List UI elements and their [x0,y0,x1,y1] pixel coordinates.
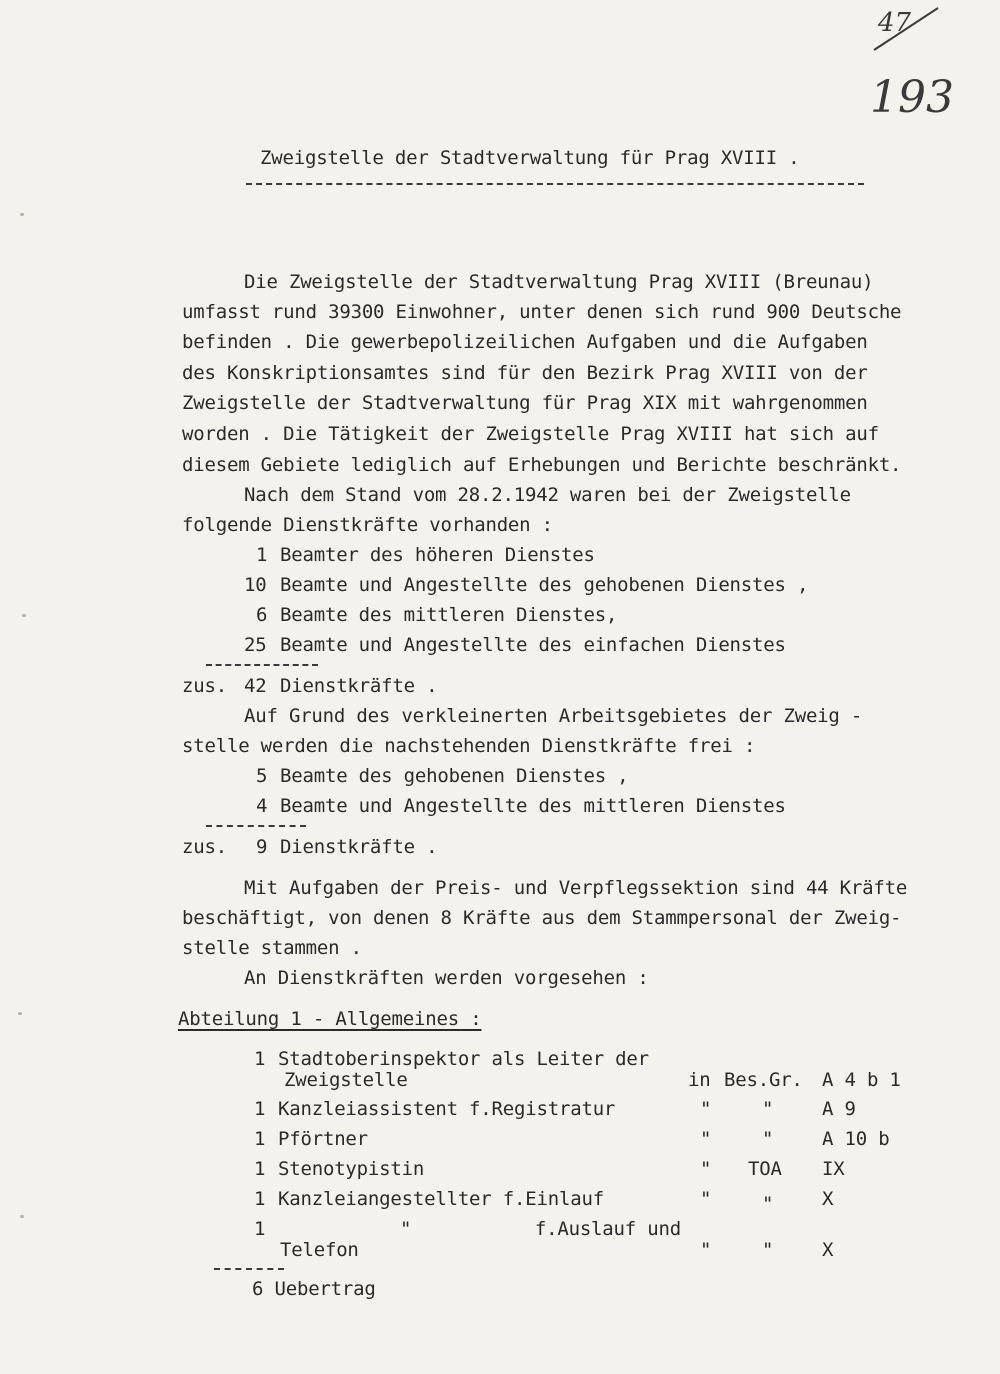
text-line: umfasst rund 39300 Einwohner, unter denen sich rund 900 Deutsche [182,301,902,323]
list-count: 4 [256,795,268,817]
list-text: Beamte und Angestellte des mittleren Dienstes [280,795,786,817]
text-line: Auf Grund des verkleinerten Arbeitsgebietes der Zweig - [244,705,863,727]
list-count: 6 [256,604,268,626]
list-text: Beamte des mittleren Dienstes, [280,604,618,626]
row-grade: X [822,1239,834,1261]
total-prefix: zus. [182,675,227,697]
list-count: 5 [256,765,268,787]
paper-speck [20,1215,24,1218]
list-count: 25 [244,634,267,656]
row-group: " [762,1193,774,1215]
text-line: beschäftigt, von denen 8 Kräfte aus dem Stammpersonal der Zweig- [182,907,902,929]
row-title: Kanzleiassistent f.Registratur [278,1098,616,1120]
text-line: Die Zweigstelle der Stadtverwaltung Prag XVIII (Breunau) [244,271,874,293]
sum-rule [206,825,306,827]
row-count: 1 [254,1128,266,1150]
total-text: Dienstkräfte . [280,675,438,697]
row-title: Pförtner [278,1128,368,1150]
list-count: 1 [256,544,268,566]
text-line: diesem Gebiete lediglich auf Erhebungen und Berichte beschränkt. [182,454,902,476]
row-group: TOA [748,1158,782,1180]
page-number: 193 [870,72,954,123]
row-grade: X [822,1188,834,1210]
paragraph-planned-staff: An Dienstkräften werden vorgesehen : [244,967,649,989]
sum-rule [206,664,318,666]
text-line: stelle stammen . [182,937,362,959]
title-underline [246,183,864,185]
row-count: 1 [254,1048,266,1070]
old-page-number: 47 [878,8,912,38]
text-line: befinden . Die gewerbepolizeilichen Aufgaben und die Aufgaben [182,331,868,353]
row-grade: A 10 b [822,1128,890,1150]
row-in: " [700,1188,712,1210]
text-line: stelle werden die nachstehenden Dienstkräfte frei : [182,735,756,757]
row-group: " [762,1098,774,1120]
total-text: Dienstkräfte . [280,836,438,858]
paper-speck [22,614,26,617]
list-text: Beamte des gehobenen Dienstes , [280,765,629,787]
text-line: des Konskriptionsamtes sind für den Bezirk Prag XVIII von der [182,362,868,384]
row-title: Kanzleiangestellter f.Einlauf [278,1188,604,1210]
row-title: " f.Auslauf und [400,1218,681,1240]
text-line: worden . Die Tätigkeit der Zweigstelle Prag XVIII hat sich auf [182,423,879,445]
list-text: Beamte und Angestellte des einfachen Dienstes [280,634,786,656]
document-title: Zweigstelle der Stadtverwaltung für Prag XVIII . [260,147,800,169]
carryover-line: 6 Uebertrag [252,1278,376,1300]
page-number-strike [868,4,948,54]
list-count: 10 [244,574,267,596]
row-count: 1 [254,1218,266,1240]
paper-speck [20,213,24,216]
row-in: " [700,1158,712,1180]
row-group: Bes.Gr. [724,1069,803,1091]
row-in: in [688,1069,711,1091]
row-group: " [762,1239,774,1261]
row-grade: A 9 [822,1098,856,1120]
total-prefix: zus. [182,836,227,858]
row-title-continued: Zweigstelle [284,1069,408,1091]
text-line: folgende Dienstkräfte vorhanden : [182,514,553,536]
paper-speck [18,1012,22,1015]
row-grade: A 4 b 1 [822,1069,901,1091]
row-count: 1 [254,1158,266,1180]
row-title: Stadtoberinspektor als Leiter der [278,1048,649,1070]
row-in: " [700,1128,712,1150]
total-count: 9 [256,836,268,858]
sum-rule [214,1268,284,1270]
row-count: 1 [254,1188,266,1210]
text-line: Mit Aufgaben der Preis- und Verpflegssektion sind 44 Kräfte [244,877,908,899]
row-group: " [762,1128,774,1150]
text-line: Nach dem Stand vom 28.2.1942 waren bei der Zweigstelle [244,484,851,506]
text-line: Zweigstelle der Stadtverwaltung für Prag XIX mit wahrgenommen [182,392,868,414]
row-title-continued: Telefon [280,1239,359,1261]
row-in: " [700,1239,712,1261]
row-in: " [700,1098,712,1120]
list-text: Beamte und Angestellte des gehobenen Dienstes , [280,574,809,596]
row-grade: IX [822,1158,845,1180]
list-text: Beamter des höheren Dienstes [280,544,595,566]
row-count: 1 [254,1098,266,1120]
total-count: 42 [244,675,267,697]
row-title: Stenotypistin [278,1158,425,1180]
section-heading: Abteilung 1 - Allgemeines : [178,1008,482,1030]
